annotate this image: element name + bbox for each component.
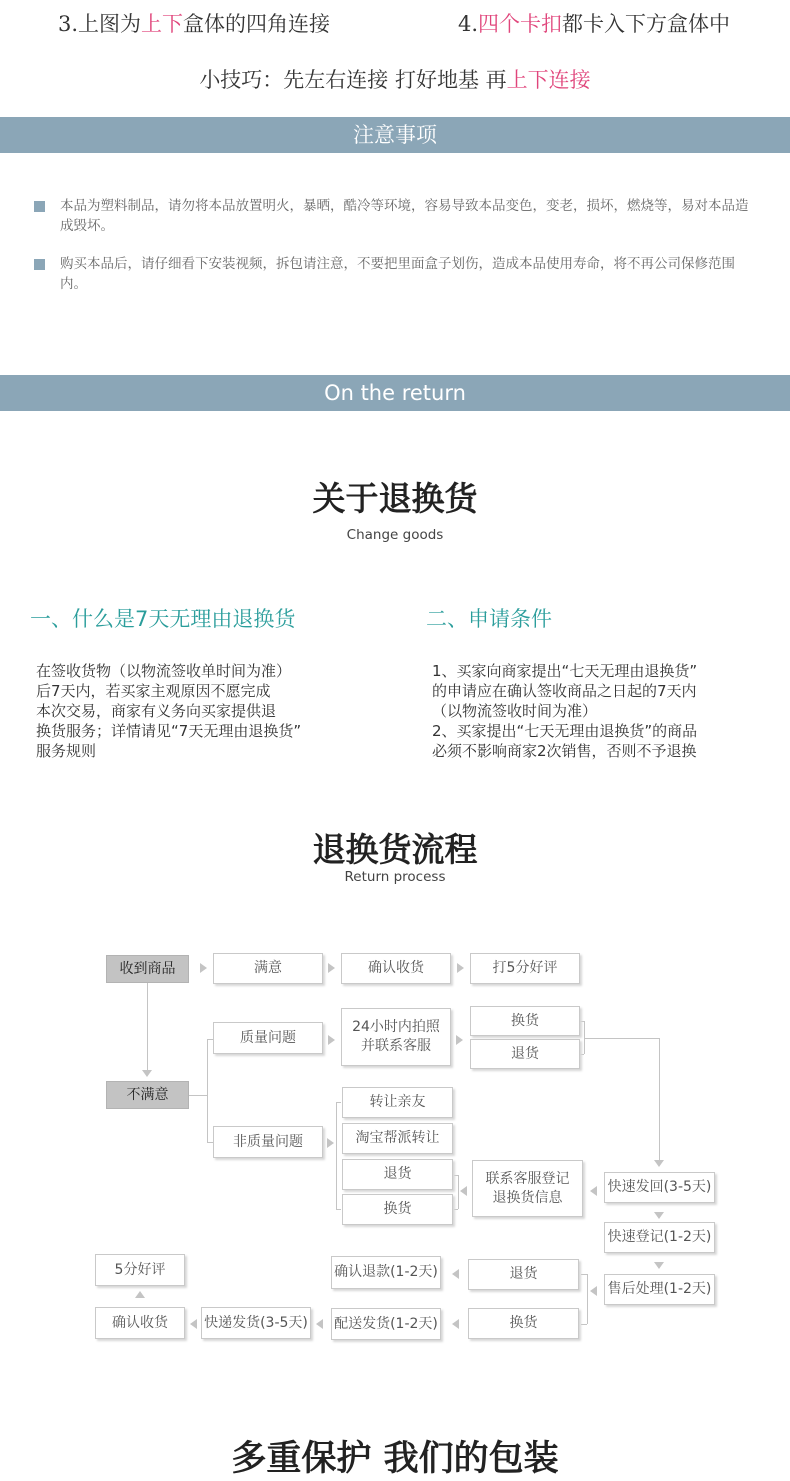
- node-exchange-a: 换货: [470, 1006, 580, 1036]
- notice-header: 注意事项: [0, 117, 790, 153]
- node-non-quality-issue: 非质量问题: [213, 1126, 323, 1158]
- arrow-down: [654, 1212, 664, 1219]
- policy-line: 换货服务；详情请见“7天无理由退换货”: [36, 722, 302, 740]
- install-step-4: [458, 8, 730, 38]
- notice-bullet-1: [34, 201, 45, 212]
- node-taobao-transfer: 淘宝帮派转让: [342, 1123, 453, 1154]
- node-received: 收到商品: [106, 955, 189, 983]
- connector-line: [336, 1102, 337, 1209]
- step3-highlight: 上下: [141, 12, 184, 36]
- node-confirm-receipt: 确认收货: [341, 953, 451, 984]
- process-title: 退换货流程: [312, 830, 478, 869]
- exchange-title: 关于退换货: [312, 479, 478, 518]
- policy-line: 在签收货物（以物流签收单时间为准）: [36, 662, 292, 680]
- exchange-subtitle: Change goods: [346, 527, 444, 543]
- arrow-left: [190, 1319, 197, 1329]
- policy-text-2: [432, 661, 697, 761]
- policy-line: 服务规则: [36, 742, 97, 760]
- policy-heading-1: 一、什么是7天无理由退换货: [30, 607, 296, 631]
- node-five-star: 打5分好评: [470, 953, 580, 984]
- arrow-right: [328, 963, 335, 973]
- connector-line: [147, 983, 148, 1071]
- arrow-right: [328, 1035, 335, 1045]
- policy-heading-2: 二、申请条件: [426, 607, 552, 631]
- return-banner: On the return: [0, 375, 790, 411]
- node-delivery-send: 配送发货(1-2天): [331, 1308, 441, 1340]
- arrow-up: [135, 1291, 145, 1298]
- connector-line: [581, 1324, 587, 1325]
- condition-line: 必须不影响商家2次销售，否则不予退换: [432, 742, 697, 760]
- policy-text-1: [36, 661, 301, 761]
- node-confirm-receipt-2: 确认收货: [95, 1307, 185, 1339]
- node-photo-contact: [341, 1008, 451, 1066]
- condition-line: （以物流签收时间为准）: [432, 702, 598, 720]
- connector-line: [581, 1274, 587, 1275]
- node-satisfied: 满意: [213, 953, 323, 984]
- connector-line: [207, 1039, 208, 1142]
- condition-line: 1、买家向商家提出“七天无理由退换货”: [432, 662, 698, 680]
- connector-line: [587, 1274, 588, 1324]
- packaging-title: 多重保护 我们的包装: [231, 1439, 559, 1479]
- step4-highlight: 四个卡扣: [478, 12, 563, 36]
- node-contact-service: [472, 1160, 583, 1217]
- arrow-left: [590, 1186, 597, 1196]
- node-express-register: 快速登记(1-2天): [604, 1222, 715, 1253]
- arrow-left: [452, 1319, 459, 1329]
- node-transfer-friend: 转让亲友: [342, 1087, 453, 1118]
- node-after-sale: 售后处理(1-2天): [604, 1274, 715, 1305]
- arrow-right: [457, 963, 464, 973]
- node-express-ship: 快递发货(3-5天): [201, 1307, 311, 1339]
- condition-line: 2、买家提出“七天无理由退换货”的商品: [432, 722, 698, 740]
- process-subtitle: Return process: [344, 869, 446, 885]
- notice-item-2: 购买本品后，请仔细看下安装视频，拆包请注意，不要把里面盒子划伤，造成本品使用寿命，将不再公司保修范围内。: [60, 256, 735, 292]
- install-step-3: [58, 8, 330, 38]
- node-exchange-c: 换货: [468, 1308, 579, 1339]
- arrow-right: [200, 963, 207, 973]
- connector-line: [189, 1095, 207, 1096]
- step4-text: 4.: [458, 12, 479, 36]
- node-quality-issue: 质量问题: [213, 1022, 323, 1054]
- node-text: 退换货信息: [492, 1189, 563, 1206]
- connector-line: [584, 1038, 659, 1039]
- step4-text-end: 都卡入下方盒体中: [562, 12, 731, 36]
- step3-text: 3.上图为: [58, 12, 142, 36]
- notice-bullet-2: [34, 259, 45, 270]
- install-tip: [0, 64, 790, 94]
- step3-text-end: 盒体的四角连接: [183, 12, 331, 36]
- arrow-left: [460, 1186, 467, 1196]
- node-exchange-b: 换货: [342, 1194, 453, 1225]
- tip-highlight: 上下连接: [506, 68, 591, 92]
- connector-line: [659, 1038, 660, 1161]
- node-text: 并联系客服: [361, 1038, 431, 1054]
- node-refund-b: 退货: [342, 1159, 453, 1190]
- node-refund-c: 退货: [468, 1259, 579, 1290]
- node-text: 24小时内拍照: [352, 1019, 440, 1035]
- arrow-right: [327, 1138, 334, 1148]
- arrow-left: [590, 1286, 597, 1296]
- arrow-right: [456, 1035, 463, 1045]
- policy-line: 后7天内，若买家主观原因不愿完成: [36, 682, 271, 700]
- node-text: 联系客服登记: [485, 1170, 570, 1187]
- node-refund-a: 退货: [470, 1039, 580, 1069]
- connector-line: [336, 1209, 341, 1210]
- tip-text: 小技巧：先左右连接 打好地基 再: [199, 68, 507, 92]
- connector-line: [454, 1209, 458, 1210]
- node-express-return: 快速发回(3-5天): [604, 1172, 715, 1203]
- policy-line: 本次交易，商家有义务向买家提供退: [36, 702, 277, 720]
- node-unsatisfied: 不满意: [106, 1081, 189, 1109]
- condition-line: 的申请应在确认签收商品之日起的7天内: [432, 682, 697, 700]
- arrow-left: [316, 1319, 323, 1329]
- connector-line: [458, 1175, 459, 1209]
- arrow-down: [654, 1160, 664, 1167]
- arrow-left: [452, 1269, 459, 1279]
- arrow-down: [142, 1070, 152, 1077]
- node-five-star-2: 5分好评: [95, 1254, 185, 1286]
- notice-item-1: 本品为塑料制品，请勿将本品放置明火，暴晒，酷冷等环境，容易导致本品变色，变老，损坏，燃烧等，易对本品造成毁坏。: [60, 198, 749, 234]
- connector-line: [580, 1054, 584, 1055]
- arrow-down: [654, 1262, 664, 1269]
- node-confirm-refund: 确认退款(1-2天): [331, 1256, 441, 1289]
